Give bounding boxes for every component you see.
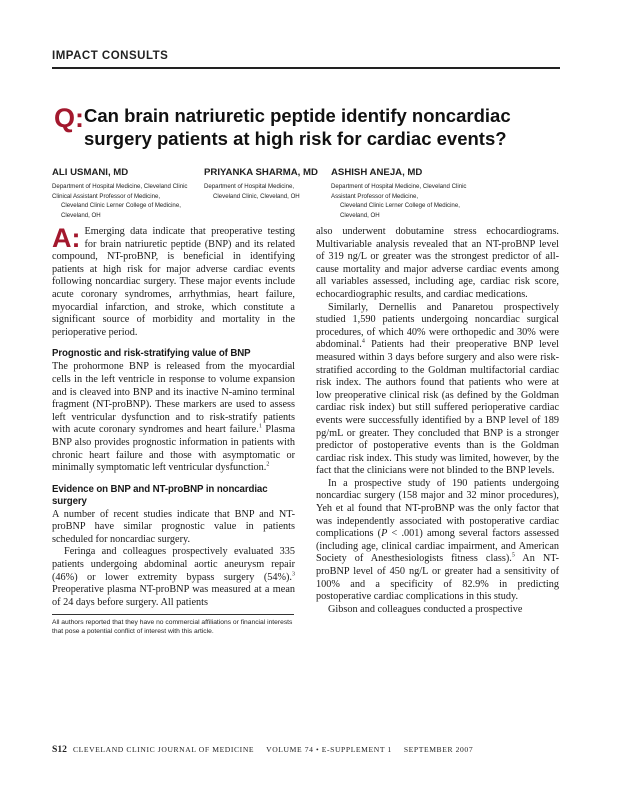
reference-marker: 2 — [266, 461, 270, 468]
paragraph-text: In a prospective study of 190 patients undergoing noncardiac surgery (158 major and 32 minor procedures), Yeh et al found that NT-proBNP was the only factor that was independently associated with postoperative cardiac complications ( — [316, 477, 559, 540]
paragraph-text: < .001) among several factors assessed (including age, clinical cardiac impairment, and American Society of Anesthesiologists fitness class). — [316, 528, 559, 565]
author-affiliation: Cleveland, OH — [61, 211, 101, 219]
footnote-divider — [52, 614, 294, 615]
p-value-symbol: P — [381, 528, 388, 540]
paragraph-text: Plasma BNP also provides prognostic information in patients with chronic heart failure and those with asymptomatic or minimally symptomatic left ventricular dysfunction. — [52, 424, 296, 474]
article-title: Can brain natriuretic peptide identify noncardiac surgery patients at high risk for cardiac events? — [84, 105, 511, 149]
answer-mark: A: — [52, 223, 81, 253]
reference-marker: 4 — [361, 338, 365, 345]
section-divider — [52, 67, 560, 69]
body-paragraph — [52, 546, 295, 609]
answer-intro-text: Emerging data indicate that preoperative testing for brain natriuretic peptide (BNP) and its related compound, NT-proBNP, is beneficial in identifying patients at high risk for major adverse cardiac events following noncardiac surgery. These major events include acute coronary syndromes, arrhythmias, heart failure, myocardial infarction, and stroke, which constitute a significant source of morbidity and mortality in the perioperative period. — [52, 226, 295, 338]
body-paragraph: A number of recent studies indicate that BNP and NT-proBNP have similar prognostic value in patients scheduled for noncardiac surgery. — [52, 508, 295, 545]
disclosure-footnote: All authors reported that they have no commercial affiliations or financial interests that pose a potential conflict of interest with this article. — [52, 619, 293, 635]
author-name: ALI USMANI, MD — [52, 167, 129, 178]
author-affiliation: Department of Hospital Medicine, Cleveland Clinic — [331, 183, 467, 190]
paragraph-text: Preoperative plasma NT-proBNP was measured at a mean of 24 days before surgery. All patients — [52, 584, 295, 608]
reference-marker: 1 — [258, 423, 262, 430]
body-paragraph — [316, 478, 559, 604]
paragraph-text: Feringa and colleagues prospectively evaluated 335 patients undergoing abdominal aortic aneurysm repair (46%) or lower extremity bypass surgery (54%). — [52, 546, 295, 583]
reference-marker: 3 — [292, 571, 295, 578]
issue-date: SEPTEMBER 2007 — [403, 745, 474, 754]
page-number: S12 — [52, 744, 67, 755]
author-name: ASHISH ANEJA, MD — [331, 167, 423, 178]
section-heading-evidence: Evidence on BNP and NT-proBNP in noncardiac surgery — [52, 483, 268, 507]
author-affiliation: Clinical Assistant Professor of Medicine, — [52, 192, 161, 200]
author-sharma — [204, 167, 332, 201]
author-affiliation: Cleveland, OH — [340, 211, 380, 219]
paragraph-text: Patients had their preoperative BNP level measured within 3 days before surgery and also were risk-stratified according to the Goldman multifactorial cardiac risk index. The authors found that patients who were at low preoperative clinical risk (as defined by the Goldman cardiac risk index) but still suffered perioperative cardiac events were successfully identified by a BNP level of 189 pg/mL or greater. They concluded that BNP is a stronger predictor of postoperative events than is the Goldman cardiac risk index. This study was limited, however, by the fact that the clinicians were not blinded to the BNP levels. — [316, 339, 559, 477]
section-label: IMPACT CONSULTS — [52, 50, 169, 62]
paragraph-text: Similarly, Dernellis and Panaretou prospectively studied 1,590 patients undergoing noncardiac surgical procedures, of which 40% were orthopedic and 30% were abdominal. — [316, 301, 559, 351]
journal-name: CLEVELAND CLINIC JOURNAL OF MEDICINE — [72, 745, 255, 754]
author-affiliation: Assistant Professor of Medicine, — [331, 192, 419, 200]
author-affiliation: Cleveland Clinic, Cleveland, OH — [213, 192, 300, 200]
author-affiliation: Cleveland Clinic Lerner College of Medicine, — [61, 202, 181, 210]
right-column — [316, 226, 559, 616]
paragraph-text: An NT-proBNP level of 450 ng/L or greater had a sensitivity of 100% and a specificity of 82.9% in predicting postoperative cardiac complications in this study. — [316, 553, 559, 603]
reference-marker: 5 — [511, 553, 515, 560]
author-affiliation: Cleveland Clinic Lerner College of Medicine, — [340, 202, 460, 210]
body-paragraph — [52, 361, 295, 474]
body-paragraph: Gibson and colleagues conducted a prospective — [328, 603, 523, 615]
page-footer — [52, 744, 485, 755]
paragraph-text: The prohormone BNP is released from the myocardial cells in the left ventricle in response to volume expansion and is cleaved into BNP and its inactive N-amino terminal fragment (NT-proBNP). These markers are used to assess left ventricular dysfunction and to risk-stratify patients with acute coronary syndromes and heart failure. — [52, 361, 295, 436]
author-affiliation: Department of Hospital Medicine, — [204, 183, 295, 190]
author-affiliation: Department of Hospital Medicine, Cleveland Clinic — [52, 183, 188, 190]
left-column — [52, 223, 296, 609]
volume-info: VOLUME 74 • E-SUPPLEMENT 1 — [266, 745, 392, 754]
author-name: PRIYANKA SHARMA, MD — [204, 167, 318, 178]
answer-intro — [52, 223, 295, 339]
body-paragraph — [316, 302, 559, 478]
section-heading-prognostic: Prognostic and risk-stratifying value of BNP — [52, 348, 251, 360]
author-usmani — [52, 167, 204, 220]
author-aneja — [331, 167, 501, 220]
question-mark: Q: — [54, 103, 84, 133]
body-paragraph: also underwent dobutamine stress echocardiograms. Multivariable analysis revealed that an NT-proBNP level of 319 ng/L or greater was the strongest predictor of all-cause mortality and major adverse cardiac events among all variables assessed, including age, cardiac risk score, echocardiographic results, and cardiac medications. — [316, 226, 559, 300]
